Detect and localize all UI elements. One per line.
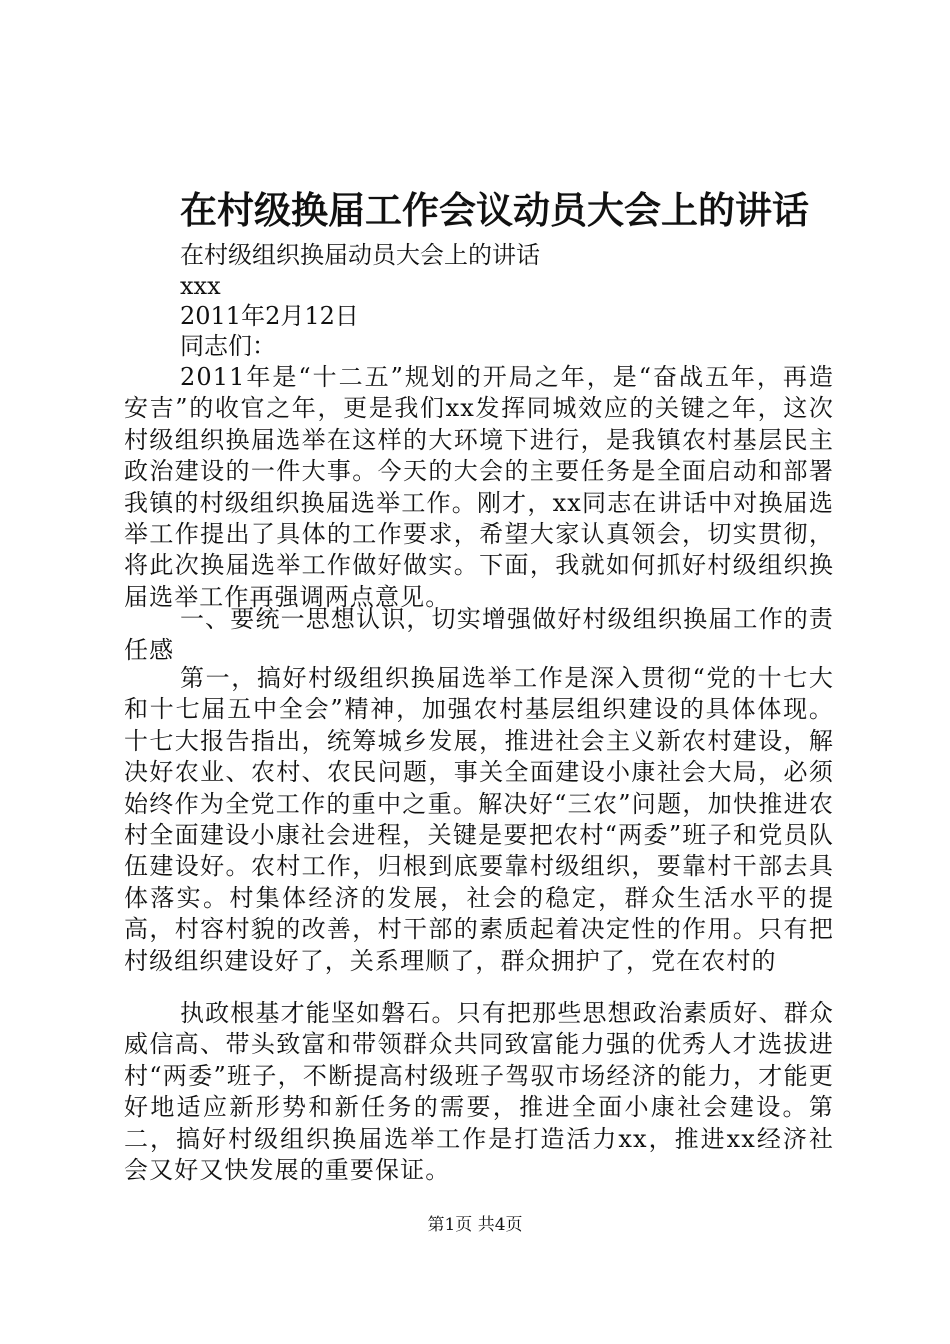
salutation: 同志们：	[180, 332, 276, 360]
document-subtitle: 在村级组织换届动员大会上的讲话	[180, 241, 540, 269]
paragraph-opening: 2011年是“十二五”规划的开局之年，是“奋战五年，再造安吉”的收官之年，更是我们xx发挥同城效应的关键之年，这次村级组织换届选举在这样的大环境下进行，是我镇农村基层民主政治建设的一件大事。今天的大会的主要任务是全面启动和部署我镇的村级组织换届选举工作。刚才，xx同志在讲话中对换届选举工作提出了具体的工作要求，希望大家认真领会，切实贯彻，将此次换届选举工作做好做实。下面，我就如何抓好村级组织换届选举工作再强调两点意见。	[124, 363, 834, 611]
document-date: 2011年2月12日	[180, 302, 359, 330]
paragraph-first-point: 第一，搞好村级组织换届选举工作是深入贯彻“党的十七大和十七届五中全会”精神，加强农村基层组织建设的具体体现。十七大报告指出，统筹城乡发展，推进社会主义新农村建设，解决好农业、农村、农民问题，事关全面建设小康社会大局，必须始终作为全党工作的重中之重。解决好“三农”问题，加快推进农村全面建设小康社会进程，关键是要把农村“两委”班子和党员队伍建设好。农村工作，归根到底要靠村级组织，要靠村干部去具体落实。村集体经济的发展，社会的稳定，群众生活水平的提高，村容村貌的改善，村干部的素质起着决定性的作用。只有把村级组织建设好了，关系理顺了，群众拥护了，党在农村的	[124, 664, 834, 975]
document-title: 在村级换届工作会议动员大会上的讲话	[180, 188, 809, 232]
section-heading-1: 一、要统一思想认识，切实增强做好村级组织换届工作的责任感	[124, 605, 834, 665]
document-author: xxx	[180, 272, 221, 300]
paragraph-continuation: 执政根基才能坚如磐石。只有把那些思想政治素质好、群众威信高、带头致富和带领群众共同致富能力强的优秀人才选拔进村“两委”班子，不断提高村级班子驾驭市场经济的能力，才能更好地适应新形势和新任务的需要，推进全面小康社会建设。第二，搞好村级组织换届选举工作是打造活力xx，推进xx经济社会又好又快发展的重要保证。	[124, 999, 834, 1185]
page-footer: 第1页 共4页	[427, 1215, 523, 1235]
